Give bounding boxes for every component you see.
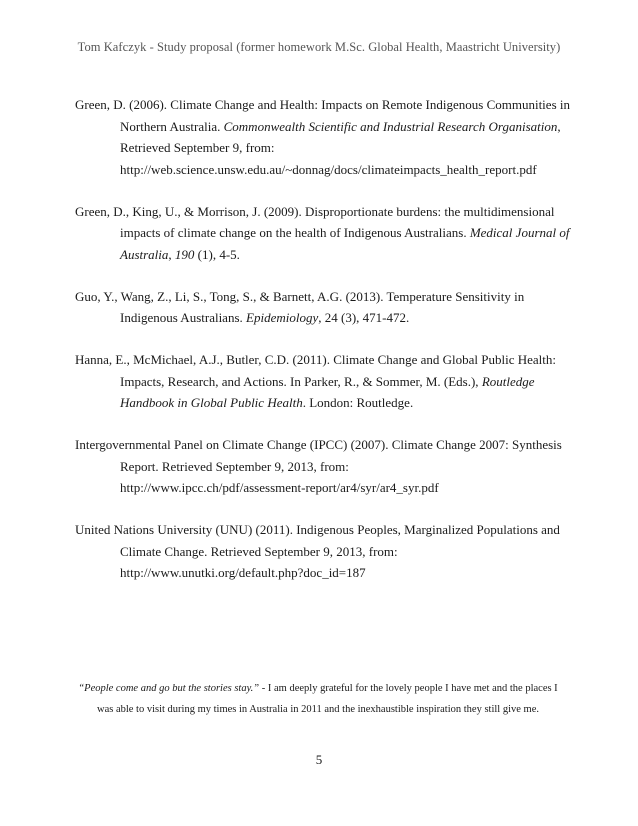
italic-text: Routledge [481,373,535,389]
text-segment: impacts of climate change on the health of Indigenous Australians. [120,225,470,240]
text-line [75,371,575,393]
reference-list [75,94,575,604]
reference-entry [75,286,575,329]
text-line [75,456,575,478]
italic-text: Handbook in Global Public Health [120,395,303,410]
italic-text: Medical Journal of [469,225,570,240]
reference-entry [75,349,575,414]
text-segment: http://web.science.unsw.edu.au/~donnag/docs/climateimpacts_health_report.pdf [120,161,537,177]
text-line [75,519,575,541]
text-segment: Green, D., King, U., & Morrison, J. (2009). Disproportionate burdens: the multidimensional [75,203,555,219]
italic-text: Australia [120,246,169,262]
text-line [75,392,575,414]
text-line [75,159,575,181]
text-segment: , [557,118,561,134]
reference-entry [75,94,575,180]
italic-text: Commonwealth Scientific and Industrial Research Organisation [223,118,558,134]
text-line [75,307,575,329]
text-line [75,349,575,371]
text-segment: (1), 4-5. [194,246,240,262]
text-line [75,541,575,563]
text-line [75,201,575,223]
text-segment: Green, D. (2006). Climate Change and Health: Impacts on Remote Indigenous Communities in [75,97,570,112]
text-segment: . London: Routledge. [302,395,414,410]
text-line [75,286,575,308]
text-segment: Intergovernmental Panel on Climate Change (IPCC) (2007). Climate Change 2007: Synthesis [75,437,562,452]
text-line [75,94,575,116]
text-segment: Northern Australia. [120,118,224,134]
text-segment: http://www.unutki.org/default.php?doc_id=187 [120,565,366,580]
text-line [68,699,568,720]
text-segment: , 24 (3), 471-472. [318,310,410,325]
text-line [75,137,575,159]
text-line [75,116,575,138]
text-segment: Hanna, E., McMichael, A.J., Butler, C.D. (2011). Climate Change and Global Public Health: [75,352,556,367]
text-line [75,434,575,456]
running-header: Tom Kafczyk - Study proposal (former homework M.Sc. Global Health, Maastricht University) [77,40,561,54]
text-segment: http://www.ipcc.ch/pdf/assessment-report/ar4/syr/ar4_syr.pdf [120,480,439,495]
footnote [68,678,568,720]
text-line [75,562,575,584]
text-segment: Climate Change. Retrieved September 9, 2013, from: [120,543,398,559]
text-segment: Retrieved September 9, from: [120,140,275,155]
italic-text: Epidemiology [246,310,319,325]
italic-text: 190 [174,246,195,262]
text-segment: Indigenous Australians. [120,310,247,325]
page-number: 5 [315,752,323,767]
text-segment: Guo, Y., Wang, Z., Li, S., Tong, S., & Barnett, A.G. (2013). Temperature Sensitivity in [75,288,525,304]
reference-entry [75,201,575,266]
text-line [75,477,575,499]
italic-text: “People come and go but the stories stay.” [78,683,260,694]
text-line [75,222,575,244]
text-line [75,244,575,266]
reference-entry [75,434,575,499]
text-segment: United Nations University (UNU) (2011). Indigenous Peoples, Marginalized Populations and [75,522,560,537]
text-segment: - I am deeply grateful for the lovely people I have met and the places I [259,683,558,694]
text-segment: , [168,246,175,262]
text-segment: Report. Retrieved September 9, 2013, from: [120,458,349,474]
text-segment: Impacts, Research, and Actions. In Parker, R., & Sommer, M. (Eds.), [120,373,482,389]
text-line [68,678,568,699]
reference-entry [75,519,575,584]
text-segment: was able to visit during my times in Australia in 2011 and the inexhaustible inspiration they still give me. [96,704,539,715]
